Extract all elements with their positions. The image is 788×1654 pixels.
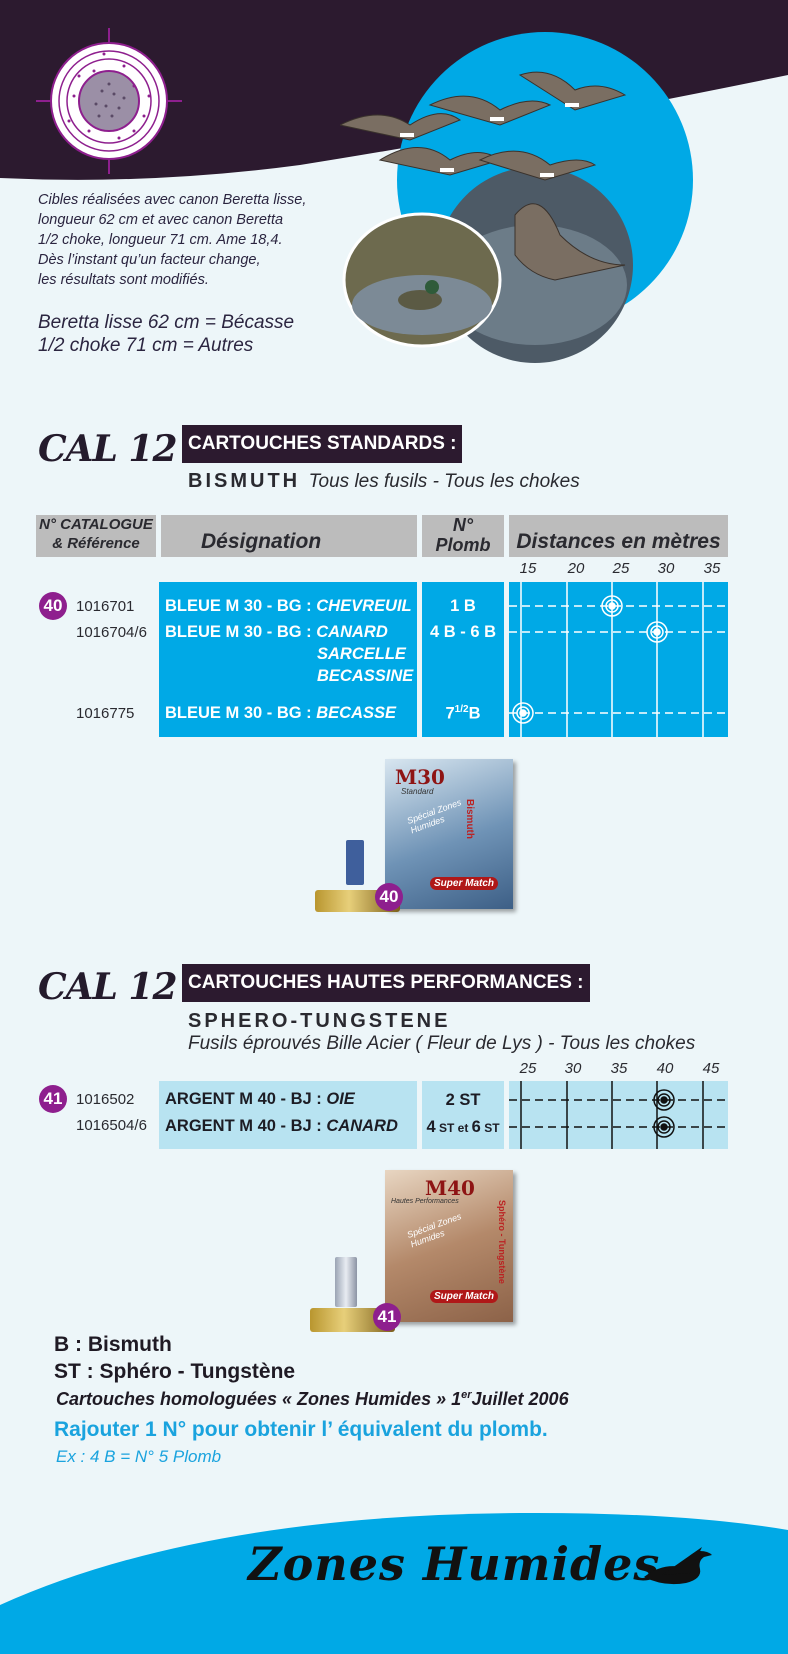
header-distances: Distances en mètres: [509, 515, 728, 557]
barrel-legend-line: 1/2 choke 71 cm = Autres: [38, 335, 254, 356]
homologation-note: [56, 1389, 569, 1410]
plomb-unit: ST: [480, 1121, 500, 1135]
barrel-legend-line: Beretta lisse 62 cm = Bécasse: [38, 312, 295, 333]
box-logo: Super Match: [430, 1290, 498, 1303]
shell-standing: [346, 840, 364, 885]
plomb-number: 7: [445, 704, 455, 723]
species: CANARD: [316, 623, 388, 641]
legend-bismuth: B : Bismuth: [54, 1333, 172, 1356]
designation-row: [165, 597, 415, 616]
box-logo: Super Match: [430, 877, 498, 890]
intro-text: [38, 190, 338, 290]
usage-note: Tous les fusils - Tous les chokes: [308, 471, 580, 492]
designation-column: [159, 582, 417, 737]
species: CHEVREUIL: [316, 597, 412, 615]
product-name: ARGENT M 40 - BJ :: [165, 1117, 327, 1135]
brand-title: Zones Humides: [248, 1537, 661, 1591]
distance-tick: 25: [519, 1060, 537, 1077]
section-subtitle: [188, 470, 580, 493]
box-brand: M30: [395, 765, 445, 789]
caliber-title: CAL 12: [38, 428, 177, 470]
product-name: BLEUE M 30 - BG :: [165, 704, 317, 722]
catalogue-ref: 1016701: [76, 598, 135, 615]
plomb-unit: ST et: [435, 1121, 472, 1135]
plomb-value: 2 ST: [445, 1091, 481, 1109]
cartridge-box: [385, 1170, 513, 1322]
designation-row: [165, 1117, 415, 1136]
homologation-date: Juillet 2006: [471, 1389, 569, 1409]
box-line: Standard: [401, 787, 434, 796]
plomb-value: 1 B: [450, 597, 476, 615]
ammo-type: BISMUTH: [188, 470, 301, 492]
header-catalogue-line: N° CATALOGUE: [39, 516, 153, 533]
plomb-suffix: B: [468, 704, 481, 723]
intro-line: Dès l’instant qu’un facteur change,: [38, 252, 261, 268]
distance-tick: 35: [703, 560, 721, 577]
target-logo-icon: [34, 26, 184, 176]
designation-row: [165, 623, 415, 642]
box-text: Spécial Zones Humides: [405, 797, 463, 836]
distance-tick: 20: [567, 560, 585, 577]
shell-standing: [335, 1257, 357, 1307]
duck-icon: [642, 1543, 714, 1589]
distance-grid: [509, 582, 728, 737]
product-name: BLEUE M 30 - BG :: [165, 597, 317, 615]
plomb-value: [422, 1118, 504, 1137]
distance-tick: 25: [612, 560, 630, 577]
product-badge: 41: [373, 1303, 401, 1331]
species: OIE: [326, 1090, 355, 1108]
birds-photo: [340, 65, 700, 365]
intro-line: les résultats sont modifiés.: [38, 272, 209, 288]
equivalence-note: Rajouter 1 N° pour obtenir l’ équivalent du plomb.: [54, 1418, 548, 1441]
intro-line: 1/2 choke, longueur 71 cm. Ame 18,4.: [38, 232, 283, 248]
intro-line: Cibles réalisées avec canon Beretta lisse,: [38, 192, 307, 208]
header-plomb-line: Plomb: [435, 535, 491, 555]
plomb-number: 4: [426, 1118, 436, 1136]
species: CANARD: [326, 1117, 398, 1135]
header-plomb: [422, 515, 504, 557]
designation-row: [165, 1090, 415, 1109]
catalogue-ref: 1016502: [76, 1091, 135, 1108]
section-title: CARTOUCHES STANDARDS :: [182, 425, 462, 463]
box-line: Hautes Performances: [391, 1198, 459, 1205]
intro-line: longueur 62 cm et avec canon Beretta: [38, 212, 284, 228]
header-catalogue: [36, 515, 156, 557]
distance-tick: 35: [610, 1060, 628, 1077]
usage-note: Fusils éprouvés Bille Acier ( Fleur de Lys ) - Tous les chokes: [188, 1033, 696, 1054]
product-badge: 41: [39, 1085, 67, 1113]
section-title: CARTOUCHES HAUTES PERFORMANCES :: [182, 964, 590, 1002]
catalogue-ref: 1016775: [76, 705, 135, 722]
distance-tick: 45: [702, 1060, 720, 1077]
distance-grid: [509, 1081, 728, 1149]
species: BECASSINE: [317, 667, 414, 685]
ammo-type: SPHERO-TUNGSTENE: [188, 1010, 451, 1032]
product-image-m30: [310, 755, 525, 920]
plomb-column: [422, 582, 504, 737]
distance-tick: 30: [564, 1060, 582, 1077]
header-designation: Désignation: [161, 515, 417, 557]
barrel-legend: [38, 311, 338, 357]
homologation-sup: er: [461, 1389, 472, 1401]
plomb-value: 4 B - 6 B: [429, 623, 497, 641]
header-plomb-line: N°: [452, 515, 474, 535]
plomb-fraction: 1/2: [454, 704, 469, 715]
catalogue-ref: 1016704/6: [76, 624, 147, 641]
catalogue-ref: 1016504/6: [76, 1117, 147, 1134]
product-badge: 40: [375, 883, 403, 911]
box-side: Bismuth: [464, 799, 475, 839]
designation-row: [165, 704, 415, 723]
box-text: Spécial Zones Humides: [405, 1211, 463, 1250]
distance-tick: 30: [657, 560, 675, 577]
box-brand: M40: [425, 1176, 475, 1200]
species: SARCELLE: [317, 645, 406, 663]
product-badge: 40: [39, 592, 67, 620]
product-name: ARGENT M 40 - BJ :: [165, 1090, 327, 1108]
plomb-value: [422, 704, 504, 724]
distance-tick: 15: [519, 560, 537, 577]
product-image-m40: [305, 1165, 520, 1340]
equivalence-example: Ex : 4 B = N° 5 Plomb: [56, 1447, 222, 1466]
box-side: Sphéro - Tungstène: [497, 1200, 507, 1284]
designation-column: [159, 1081, 417, 1149]
header-catalogue-line: & Référence: [52, 535, 140, 552]
homologation-text: Cartouches homologuées « Zones Humides » 1: [56, 1389, 462, 1409]
caliber-title: CAL 12: [38, 966, 177, 1008]
plomb-column: [422, 1081, 504, 1149]
cartridge-box: [385, 759, 513, 909]
product-name: BLEUE M 30 - BG :: [165, 623, 317, 641]
legend-sphero: ST : Sphéro - Tungstène: [54, 1360, 296, 1383]
species: BECASSE: [316, 704, 397, 722]
distance-tick: 40: [656, 1060, 674, 1077]
plomb-number: 6: [471, 1118, 481, 1136]
